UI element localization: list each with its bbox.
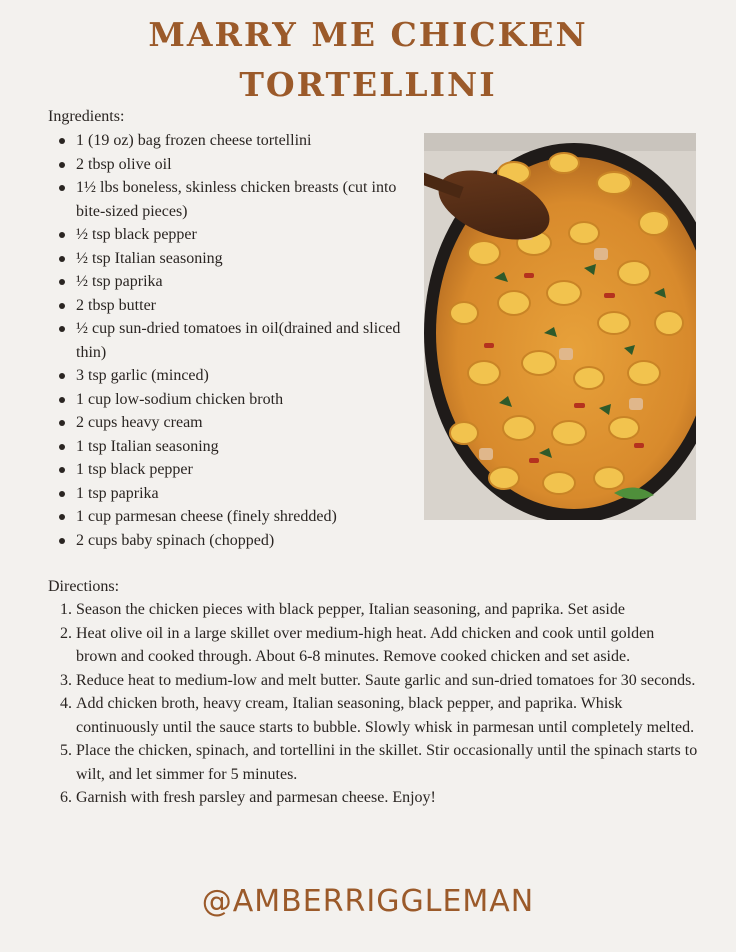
ingredient-item: 2 cups baby spinach (chopped) <box>76 529 421 553</box>
step-number: 3. <box>60 671 72 689</box>
step-text: Place the chicken, spinach, and tortellini in the skillet. Stir occasionally until the spinach starts to wilt, and let simmer for 5 minutes. <box>76 742 698 783</box>
ingredients-heading: Ingredients: <box>48 108 125 125</box>
ingredient-item: 2 tbsp olive oil <box>76 153 421 177</box>
directions-heading: Directions: <box>48 578 120 595</box>
step-text: Heat olive oil in a large skillet over medium-high heat. Add chicken and cook until golden brown and cooked through. About 6-8 minutes. Remove cooked chicken and set aside. <box>76 624 655 665</box>
direction-step <box>48 622 698 669</box>
direction-step <box>48 598 698 622</box>
step-text: Garnish with fresh parsley and parmesan cheese. Enjoy! <box>76 789 436 806</box>
step-text: Season the chicken pieces with black pepper, Italian seasoning, and paprika. Set aside <box>76 601 625 618</box>
ingredient-item: ½ tsp black pepper <box>76 223 421 247</box>
tortellini-skillet-photo <box>424 133 696 520</box>
step-number: 1. <box>60 601 72 618</box>
ingredients-list <box>48 129 421 552</box>
ingredient-item: 1 cup low-sodium chicken broth <box>76 388 421 412</box>
directions-list <box>48 598 698 810</box>
author-handle: @AMBERRIGGLEMAN <box>201 884 535 919</box>
ingredient-item: ½ tsp Italian seasoning <box>76 247 421 271</box>
ingredient-item: 1 cup parmesan cheese (finely shredded) <box>76 505 421 529</box>
direction-step <box>48 786 698 810</box>
recipe-title <box>0 10 736 110</box>
step-number: 2. <box>60 624 72 642</box>
direction-step <box>48 739 698 786</box>
title-line-1: MARRY ME CHICKEN <box>148 15 588 54</box>
ingredient-item: 1 (19 oz) bag frozen cheese tortellini <box>76 129 421 153</box>
step-number: 5. <box>60 742 72 759</box>
ingredient-item: ½ cup sun-dried tomatoes in oil(drained and sliced thin) <box>76 317 421 364</box>
step-text: Add chicken broth, heavy cream, Italian seasoning, black pepper, and paprika. Whisk continuously until the sauce starts to bubble. Slowly whisk in parmesan until completely melted. <box>76 695 695 736</box>
direction-step <box>48 692 698 739</box>
step-number: 6. <box>60 789 72 806</box>
ingredient-item: 1½ lbs boneless, skinless chicken breasts (cut into bite-sized pieces) <box>76 176 421 223</box>
step-number: 4. <box>60 695 72 712</box>
ingredient-item: 3 tsp garlic (minced) <box>76 364 421 388</box>
ingredient-item: 1 tsp paprika <box>76 482 421 506</box>
direction-step <box>48 669 698 693</box>
ingredient-item: ½ tsp paprika <box>76 270 421 294</box>
title-line-2: TORTELLINI <box>239 65 497 104</box>
ingredient-item: 1 tsp black pepper <box>76 458 421 482</box>
photo-illustration <box>424 133 696 520</box>
ingredient-item: 2 tbsp butter <box>76 294 421 318</box>
ingredient-item: 2 cups heavy cream <box>76 411 421 435</box>
ingredient-item: 1 tsp Italian seasoning <box>76 435 421 459</box>
step-text: Reduce heat to medium-low and melt butter. Saute garlic and sun-dried tomatoes for 30 seconds. <box>76 671 696 689</box>
